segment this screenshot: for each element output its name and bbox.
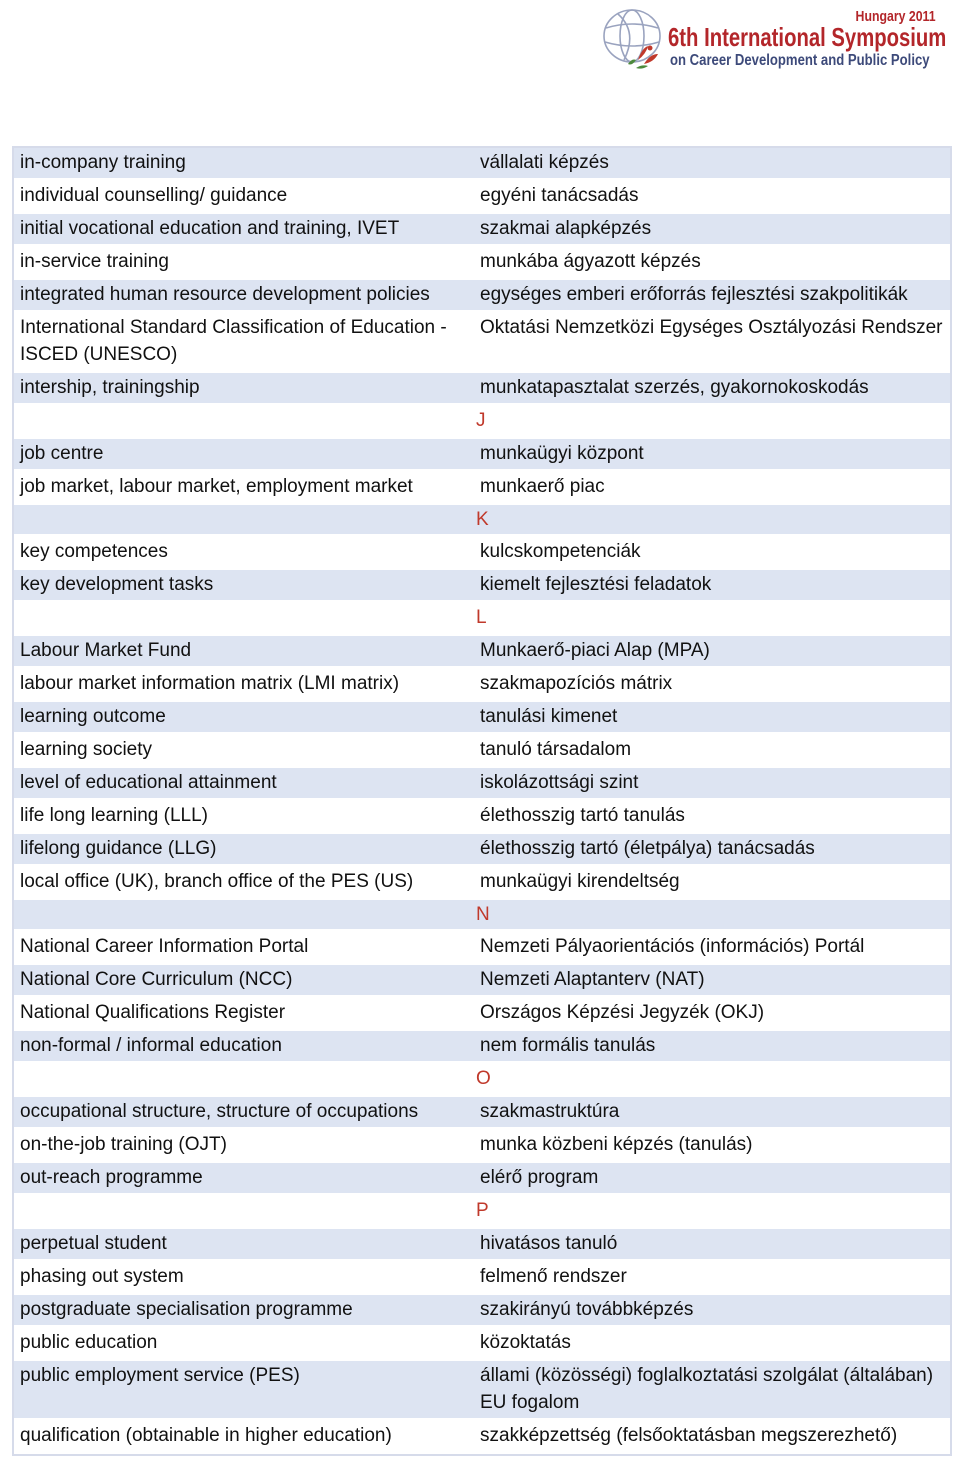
section-letter-row	[14, 900, 950, 933]
glossary-row	[14, 214, 950, 247]
english-term: learning outcome	[20, 705, 166, 727]
section-letter-row	[14, 1064, 950, 1097]
hungarian-term: élethosszig tartó (életpálya) tanácsadás	[480, 837, 815, 859]
section-letter: P	[476, 1199, 489, 1221]
hungarian-term: Országos Képzési Jegyzék (OKJ)	[480, 1002, 765, 1024]
english-term: life long learning (LLL)	[20, 804, 209, 826]
english-term: out-reach programme	[20, 1166, 203, 1188]
hungarian-term: szakmastruktúra	[480, 1100, 620, 1122]
english-term: integrated human resource development policies	[20, 284, 430, 305]
hungarian-term: Nemzeti Alaptanterv (NAT)	[480, 969, 705, 991]
english-term: postgraduate specialisation programme	[20, 1298, 353, 1320]
english-term: job market, labour market, employment market	[20, 475, 413, 497]
english-term: key competences	[20, 541, 168, 563]
symposium-logo	[598, 2, 947, 78]
english-term: individual counselling/ guidance	[20, 185, 288, 206]
english-term: in-service training	[20, 251, 169, 272]
section-letter-row	[14, 1196, 950, 1229]
glossary-row	[14, 439, 950, 472]
glossary-row	[14, 965, 950, 998]
hungarian-term: iskolázottsági szint	[480, 771, 639, 793]
hungarian-term: szakképzettség (felsőoktatásban megszerezhető)	[480, 1424, 898, 1446]
glossary-row	[14, 867, 950, 900]
english-term: International Standard Classification of Education - ISCED (UNESCO)	[20, 317, 447, 365]
glossary-row	[14, 1097, 950, 1130]
hungarian-term: kiemelt fejlesztési feladatok	[480, 574, 712, 596]
section-letter: N	[476, 903, 490, 925]
glossary-row	[14, 669, 950, 702]
glossary-row	[14, 1262, 950, 1295]
title-ordinal: 6th	[668, 22, 699, 52]
glossary-row	[14, 1328, 950, 1361]
hungarian-term: munkaügyi kirendeltség	[480, 870, 680, 892]
glossary-row	[14, 932, 950, 965]
glossary-row	[14, 247, 950, 280]
glossary-row	[14, 1361, 950, 1421]
glossary-row	[14, 537, 950, 570]
section-letter-row	[14, 406, 950, 439]
english-term: level of educational attainment	[20, 771, 277, 793]
hungarian-term: munkatapasztalat szerzés, gyakornokoskodás	[480, 377, 869, 398]
english-term: National Core Curriculum (NCC)	[20, 969, 293, 991]
english-term: initial vocational education and training, IVET	[20, 218, 400, 239]
glossary-row	[14, 373, 950, 406]
glossary-row	[14, 636, 950, 669]
english-term: occupational structure, structure of occupations	[20, 1100, 419, 1122]
glossary-row	[14, 801, 950, 834]
english-term: National Qualifications Register	[20, 1002, 286, 1024]
hungarian-term: szakmai alapképzés	[480, 218, 652, 239]
english-term: phasing out system	[20, 1265, 184, 1287]
glossary-row	[14, 313, 950, 373]
english-term: labour market information matrix (LMI matrix)	[20, 672, 400, 694]
english-term: in-company training	[20, 152, 186, 173]
hungarian-term: munkába ágyazott képzés	[480, 251, 701, 272]
year-label: Hungary 2011	[855, 8, 936, 25]
glossary-row	[14, 1421, 950, 1454]
hungarian-term: egyéni tanácsadás	[480, 185, 639, 206]
english-term: job centre	[20, 442, 104, 464]
section-letter-row	[14, 603, 950, 636]
hungarian-term: szakmapozíciós mátrix	[480, 672, 673, 694]
english-term: perpetual student	[20, 1232, 167, 1254]
hungarian-term: állami (közösségi) foglalkoztatási szolgálat (általában) EU fogalom	[480, 1364, 934, 1413]
glossary-row	[14, 702, 950, 735]
section-letter-row	[14, 505, 950, 538]
hungarian-term: szakirányú továbbképzés	[480, 1298, 694, 1320]
symposium-subtitle: on Career Development and Public Policy	[670, 52, 930, 69]
english-term: local office (UK), branch office of the PES (US)	[20, 870, 414, 892]
glossary-row	[14, 998, 950, 1031]
glossary-row	[14, 1031, 950, 1064]
glossary-row	[14, 834, 950, 867]
hungarian-term: munkaerő piac	[480, 475, 605, 497]
english-term: public education	[20, 1331, 158, 1353]
symposium-title	[668, 22, 946, 53]
english-term: non-formal / informal education	[20, 1035, 282, 1057]
english-term: on-the-job training (OJT)	[20, 1133, 227, 1155]
hungarian-term: élethosszig tartó tanulás	[480, 804, 685, 826]
hungarian-term: hivatásos tanuló	[480, 1232, 618, 1254]
section-letter: L	[476, 607, 487, 629]
glossary-row	[14, 735, 950, 768]
section-letter: O	[476, 1068, 491, 1090]
glossary-row	[14, 181, 950, 214]
hungarian-term: vállalati képzés	[480, 152, 609, 173]
hungarian-term: felmenő rendszer	[480, 1265, 627, 1287]
glossary-row	[14, 570, 950, 603]
glossary-row	[14, 148, 950, 181]
title-text: International Symposium	[704, 22, 947, 52]
hungarian-term: nem formális tanulás	[480, 1035, 656, 1057]
hungarian-term: tanuló társadalom	[480, 738, 632, 760]
glossary-row	[14, 472, 950, 505]
hungarian-term: munka közbeni képzés (tanulás)	[480, 1133, 753, 1155]
glossary-table	[12, 146, 952, 1456]
hungarian-term: elérő program	[480, 1166, 599, 1188]
section-letter: K	[476, 508, 489, 530]
glossary-row	[14, 1229, 950, 1262]
glossary-row	[14, 1295, 950, 1328]
glossary-row	[14, 1130, 950, 1163]
hungarian-term: munkaügyi központ	[480, 442, 644, 464]
english-term: key development tasks	[20, 574, 214, 596]
english-term: Labour Market Fund	[20, 639, 192, 661]
english-term: lifelong guidance (LLG)	[20, 837, 217, 859]
english-term: public employment service (PES)	[20, 1364, 300, 1386]
hungarian-term: Nemzeti Pályaorientációs (információs) Portál	[480, 936, 865, 958]
english-term: intership, trainingship	[20, 377, 200, 398]
hungarian-term: Oktatási Nemzetközi Egységes Osztályozási Rendszer	[480, 317, 943, 338]
hungarian-term: egységes emberi erőforrás fejlesztési szakpolitikák	[480, 284, 908, 305]
english-term: National Career Information Portal	[20, 936, 309, 958]
glossary-row	[14, 1163, 950, 1196]
english-term: qualification (obtainable in higher education)	[20, 1424, 392, 1446]
hungarian-term: tanulási kimenet	[480, 705, 618, 727]
glossary-row	[14, 280, 950, 313]
glossary-row	[14, 768, 950, 801]
hungarian-term: kulcskompetenciák	[480, 541, 641, 563]
hungarian-term: közoktatás	[480, 1331, 571, 1353]
section-letter: J	[476, 410, 486, 431]
english-term: learning society	[20, 738, 153, 760]
hungarian-term: Munkaerő-piaci Alap (MPA)	[480, 639, 710, 661]
globe-logo-icon	[598, 2, 678, 78]
